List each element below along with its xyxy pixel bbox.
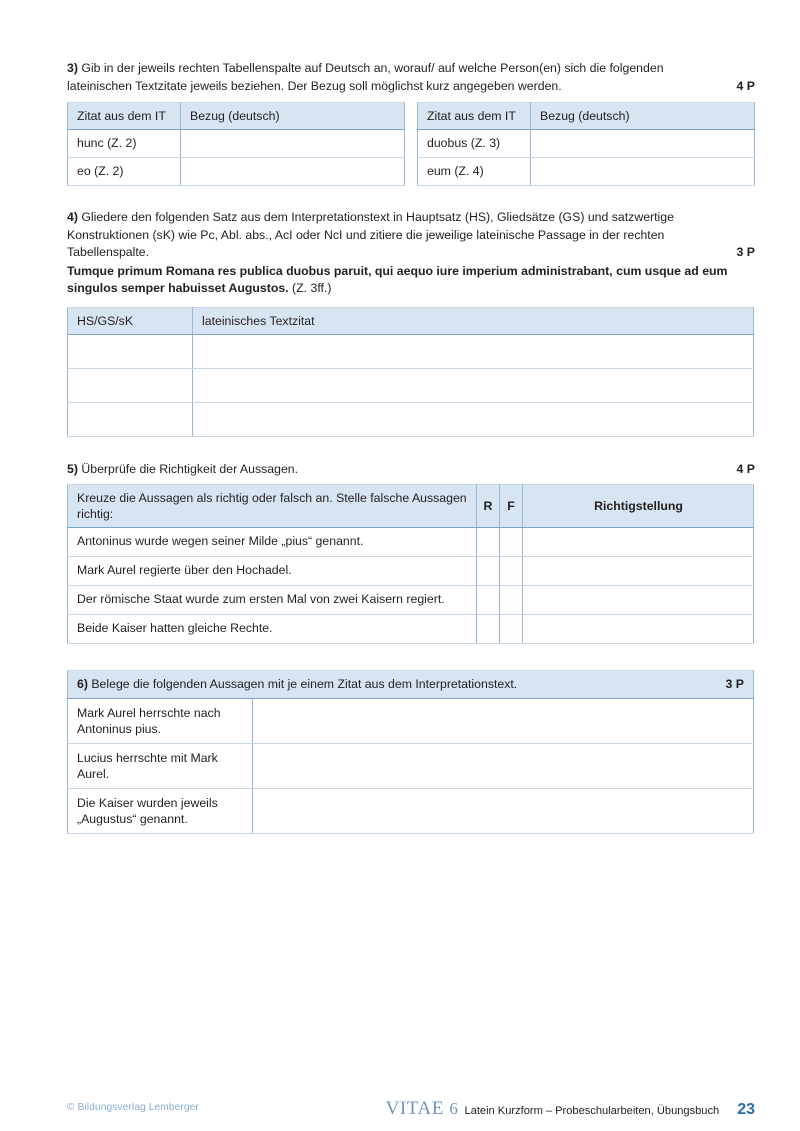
table-row [68,744,754,789]
exercise-4-number: 4) [67,210,78,224]
column-header-falsch: F [500,485,523,528]
latin-quote-cell[interactable] [193,334,754,368]
table-row [68,586,754,615]
table-header-row [68,307,754,334]
page-footer [67,1098,755,1120]
exercise-4 [67,209,755,437]
table-row [68,789,754,834]
exercise-4-points: 3 P [736,245,755,259]
richtig-checkbox-cell[interactable] [477,528,500,557]
quote-cell: eum (Z. 4) [418,158,531,186]
column-header-latin-quote: lateinisches Textzitat [193,307,754,334]
page-content [67,60,755,834]
exercise-6-number: 6) [77,677,88,691]
statement-cell: Antoninus wurde wegen seiner Milde „pius“ genannt. [68,528,477,557]
statement-cell: Mark Aurel herrschte nach Antoninus pius. [68,699,253,744]
table-row [68,699,754,744]
series-name: VITAE [385,1098,445,1119]
richtig-checkbox-cell[interactable] [477,557,500,586]
exercise-5-table[interactable] [67,484,754,644]
exercise-4-table[interactable] [67,307,754,437]
quote-cell: duobus (Z. 3) [418,130,531,158]
column-header-statements: Kreuze die Aussagen als richtig oder falsch an. Stelle falsche Aussagen richtig: [68,485,477,528]
exercise-3-points: 4 P [736,78,755,93]
statement-cell: Der römische Staat wurde zum ersten Mal von zwei Kaisern regiert. [68,586,477,615]
exercise-4-prompt [67,209,755,262]
exercise-3-prompt [67,60,755,95]
exercise-3-table-right[interactable] [417,102,755,186]
richtig-checkbox-cell[interactable] [477,586,500,615]
copyright-notice: © Bildungsverlag Lemberger [67,1102,199,1113]
table-row [418,130,755,158]
latin-sentence-text: Tumque primum Romana res publica duobus paruit, qui aequo iure imperium administrabant, cum usque ad eum singulos semper habuisset Augustos. [67,263,728,295]
table-row [68,615,754,644]
page-number: 23 [737,1101,755,1118]
quote-answer-cell[interactable] [253,744,754,789]
latin-quote-cell[interactable] [193,402,754,436]
spacer [67,644,755,670]
exercise-5-number: 5) [67,461,78,476]
statement-cell: Die Kaiser wurden jeweils „Augustus“ genannt. [68,789,253,834]
exercise-6 [67,670,755,834]
exercise-6-prompt-cell [68,671,754,699]
table-row [68,158,405,186]
table-row [68,130,405,158]
exercise-4-prompt-text: Gliedere den folgenden Satz aus dem Interpretationstext in Hauptsatz (HS), Gliedsätze (GS) und satzwertige Konstruktionen (sK) wie Pc, Abl. abs., AcI oder NcI und zitiere die jeweilige lateinische Passage in der rechten Tabellenspalte. [67,210,674,259]
table-header-row [418,103,755,130]
exercise-5-points: 4 P [736,461,755,476]
answer-cell[interactable] [531,158,755,186]
exercise-6-prompt-text: Belege die folgenden Aussagen mit je einem Zitat aus dem Interpretationstext. [91,677,518,691]
statement-cell: Beide Kaiser hatten gleiche Rechte. [68,615,477,644]
exercise-6-points: 3 P [725,677,744,691]
table-row [418,158,755,186]
correction-cell[interactable] [523,586,754,615]
column-header-richtig: R [477,485,500,528]
correction-cell[interactable] [523,528,754,557]
exercise-3 [67,60,755,186]
table-row [68,557,754,586]
book-subtitle: Latein Kurzform – Probeschularbeiten, Übungsbuch [464,1105,720,1117]
answer-cell[interactable] [181,130,405,158]
quote-cell: eo (Z. 2) [68,158,181,186]
spacer [67,437,755,461]
table-header-row [68,103,405,130]
column-header-reference: Bezug (deutsch) [181,103,405,130]
clause-type-cell[interactable] [68,402,193,436]
richtig-checkbox-cell[interactable] [477,615,500,644]
correction-cell[interactable] [523,557,754,586]
falsch-checkbox-cell[interactable] [500,528,523,557]
series-title [386,1098,459,1120]
table-row [68,368,754,402]
table-header-row [68,485,754,528]
exercise-3-number: 3) [67,61,78,75]
footer-book-info [386,1098,755,1120]
table-row [68,528,754,557]
column-header-clause-type: HS/GS/sK [68,307,193,334]
latin-sentence-reference: (Z. 3ff.) [292,281,332,295]
exercise-4-latin-sentence [67,263,755,298]
quote-answer-cell[interactable] [253,699,754,744]
exercise-3-table-left[interactable] [67,102,405,186]
exercise-3-prompt-text: Gib in der jeweils rechten Tabellenspalte auf Deutsch an, worauf/ auf welche Person(en) sich die folgenden lateinischen Textzitate jeweils beziehen. Der Bezug soll möglichst kurz angegeben werden. [67,61,664,93]
exercise-5 [67,461,755,645]
table-row [68,402,754,436]
exercise-3-tables [67,102,755,186]
quote-cell: hunc (Z. 2) [68,130,181,158]
exercise-5-prompt [67,461,755,479]
column-header-quote: Zitat aus dem IT [68,103,181,130]
answer-cell[interactable] [531,130,755,158]
clause-type-cell[interactable] [68,334,193,368]
statement-cell: Lucius herrschte mit Mark Aurel. [68,744,253,789]
column-header-reference: Bezug (deutsch) [531,103,755,130]
falsch-checkbox-cell[interactable] [500,615,523,644]
quote-answer-cell[interactable] [253,789,754,834]
statement-cell: Mark Aurel regierte über den Hochadel. [68,557,477,586]
table-row [68,334,754,368]
column-header-correction: Richtigstellung [523,485,754,528]
clause-type-cell[interactable] [68,368,193,402]
series-number: 6 [449,1099,459,1118]
correction-cell[interactable] [523,615,754,644]
falsch-checkbox-cell[interactable] [500,557,523,586]
exercise-6-table[interactable] [67,670,754,834]
falsch-checkbox-cell[interactable] [500,586,523,615]
column-header-quote: Zitat aus dem IT [418,103,531,130]
answer-cell[interactable] [181,158,405,186]
latin-quote-cell[interactable] [193,368,754,402]
exercise-6-header-row [68,671,754,699]
exercise-5-prompt-text: Überprüfe die Richtigkeit der Aussagen. [81,461,299,476]
spacer [67,186,755,209]
